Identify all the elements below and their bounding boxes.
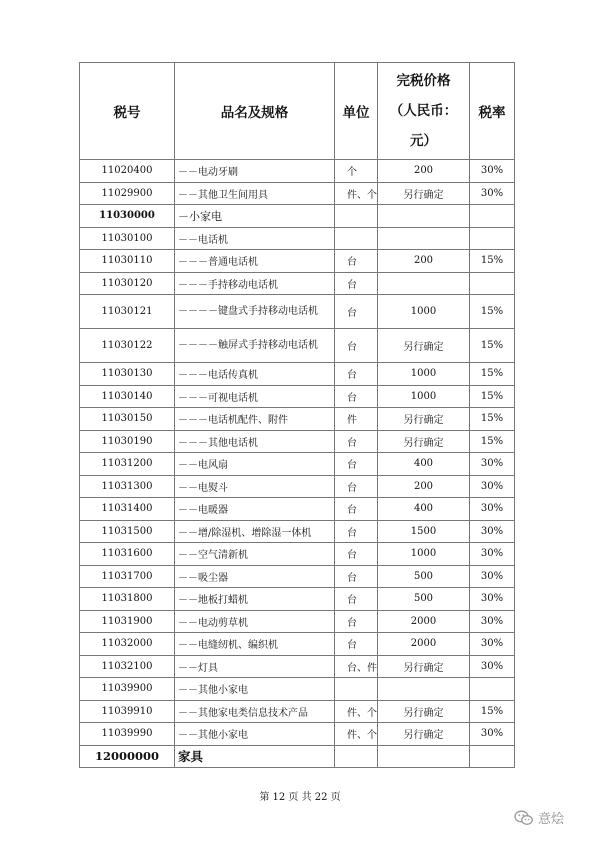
cell-unit	[335, 678, 378, 701]
cell-code: 12000000	[80, 745, 175, 768]
cell-rate: 15%	[470, 430, 515, 453]
cell-name: －－电动牙刷	[175, 160, 335, 183]
cell-name: －－－普通电话机	[175, 250, 335, 273]
cell-unit: 台	[335, 272, 378, 295]
watermark-text: 意烩	[538, 812, 565, 827]
table-row	[80, 250, 515, 273]
table-row	[80, 520, 515, 543]
cell-name: －－增/除湿机、增除湿一体机	[175, 520, 335, 543]
cell-code: 11030110	[80, 250, 175, 273]
cell-rate: 30%	[470, 723, 515, 746]
cell-unit: 台	[335, 633, 378, 656]
table-row	[80, 700, 515, 723]
cell-rate: 30%	[470, 498, 515, 521]
cell-name: －－其他家电类信息技术产品	[175, 700, 335, 723]
cell-price: 400	[378, 453, 470, 476]
cell-name: －－－其他电话机	[175, 430, 335, 453]
cell-unit: 台	[335, 453, 378, 476]
cell-code: 11039910	[80, 700, 175, 723]
cell-rate: 15%	[470, 295, 515, 329]
table-row	[80, 565, 515, 588]
cell-rate: 30%	[470, 160, 515, 183]
header-price-line-3: 元）	[410, 133, 437, 149]
cell-rate: 30%	[470, 475, 515, 498]
cell-code: 11039990	[80, 723, 175, 746]
table-row	[80, 723, 515, 746]
table-row	[80, 453, 515, 476]
page-number: 第 12 页 共 22 页	[259, 792, 341, 803]
cell-unit: 台	[335, 475, 378, 498]
table-row	[80, 160, 515, 183]
cell-rate: 15%	[470, 329, 515, 363]
table-row	[80, 678, 515, 701]
cell-price: 另行确定	[378, 329, 470, 363]
cell-name: －－吸尘器	[175, 565, 335, 588]
cell-price: 另行确定	[378, 655, 470, 678]
cell-name: －－其他卫生间用具	[175, 182, 335, 205]
cell-code: 11039900	[80, 678, 175, 701]
header-unit: 单位	[335, 63, 378, 160]
cell-price: 400	[378, 498, 470, 521]
table-row	[80, 408, 515, 431]
cell-price: 200	[378, 475, 470, 498]
cell-unit: 台	[335, 250, 378, 273]
cell-rate	[470, 678, 515, 701]
cell-name: －－电暖器	[175, 498, 335, 521]
cell-rate: 15%	[470, 385, 515, 408]
cell-price	[378, 678, 470, 701]
header-rate: 税率	[470, 63, 515, 160]
cell-rate	[470, 272, 515, 295]
cell-unit: 台	[335, 329, 378, 363]
cell-price: 2000	[378, 633, 470, 656]
cell-unit: 台	[335, 588, 378, 611]
cell-unit: 台、件	[335, 655, 378, 678]
cell-name: －－电缝纫机、编织机	[175, 633, 335, 656]
cell-name: －－－可视电话机	[175, 385, 335, 408]
cell-rate: 15%	[470, 250, 515, 273]
table-row	[80, 588, 515, 611]
table-row	[80, 543, 515, 566]
cell-price	[378, 745, 470, 768]
cell-price: 1000	[378, 363, 470, 386]
table-row	[80, 295, 515, 329]
cell-rate: 15%	[470, 408, 515, 431]
cell-name: －－其他小家电	[175, 678, 335, 701]
cell-rate: 30%	[470, 610, 515, 633]
cell-unit: 台	[335, 565, 378, 588]
cell-code: 11029900	[80, 182, 175, 205]
cell-code: 11031200	[80, 453, 175, 476]
cell-code: 11030130	[80, 363, 175, 386]
cell-unit: 台	[335, 543, 378, 566]
cell-price: 500	[378, 565, 470, 588]
cell-name: 家具	[175, 745, 335, 768]
cell-rate	[470, 745, 515, 768]
cell-code: 11030122	[80, 329, 175, 363]
cell-unit: 件	[335, 408, 378, 431]
table-row	[80, 227, 515, 250]
cell-code: 11031700	[80, 565, 175, 588]
table-row	[80, 655, 515, 678]
cell-rate: 15%	[470, 700, 515, 723]
cell-price	[378, 205, 470, 228]
cell-price: 另行确定	[378, 723, 470, 746]
cell-price: 1000	[378, 385, 470, 408]
cell-code: 11020400	[80, 160, 175, 183]
cell-rate: 30%	[470, 543, 515, 566]
table-row	[80, 205, 515, 228]
table-row	[80, 272, 515, 295]
cell-name: －－－－触屏式手持移动电话机	[175, 329, 335, 363]
cell-name: －－灯具	[175, 655, 335, 678]
cell-price	[378, 227, 470, 250]
cell-price: 1500	[378, 520, 470, 543]
header-price	[378, 63, 470, 160]
table-row	[80, 430, 515, 453]
table-row	[80, 329, 515, 363]
table-row	[80, 633, 515, 656]
cell-unit: 台	[335, 610, 378, 633]
cell-code: 11030140	[80, 385, 175, 408]
watermark	[514, 808, 564, 827]
cell-price: 1000	[378, 295, 470, 329]
cell-name: －－其他小家电	[175, 723, 335, 746]
cell-name: －－电熨斗	[175, 475, 335, 498]
cell-code: 11031300	[80, 475, 175, 498]
cell-unit: 件、个	[335, 700, 378, 723]
cell-rate: 15%	[470, 363, 515, 386]
cell-rate: 30%	[470, 565, 515, 588]
cell-rate: 30%	[470, 520, 515, 543]
table-row	[80, 745, 515, 768]
cell-rate	[470, 227, 515, 250]
cell-name: －－－电话传真机	[175, 363, 335, 386]
cell-name: －－电话机	[175, 227, 335, 250]
cell-rate: 30%	[470, 655, 515, 678]
cell-unit: 台	[335, 385, 378, 408]
cell-name: －－－电话机配件、附件	[175, 408, 335, 431]
cell-code: 11031900	[80, 610, 175, 633]
table-row	[80, 475, 515, 498]
cell-price: 500	[378, 588, 470, 611]
cell-unit: 件、个	[335, 723, 378, 746]
cell-unit: 台	[335, 295, 378, 329]
cell-name: －－空气清新机	[175, 543, 335, 566]
cell-unit	[335, 745, 378, 768]
table-row	[80, 385, 515, 408]
cell-name: －－电风扇	[175, 453, 335, 476]
cell-rate: 30%	[470, 588, 515, 611]
cell-name: －小家电	[175, 205, 335, 228]
cell-unit: 台	[335, 498, 378, 521]
cell-code: 11030150	[80, 408, 175, 431]
cell-unit: 台	[335, 430, 378, 453]
cell-code: 11031800	[80, 588, 175, 611]
cell-price: 2000	[378, 610, 470, 633]
table-row	[80, 363, 515, 386]
cell-unit	[335, 227, 378, 250]
cell-price	[378, 272, 470, 295]
cell-unit: 件、个	[335, 182, 378, 205]
cell-unit: 台	[335, 363, 378, 386]
cell-price: 另行确定	[378, 408, 470, 431]
header-name: 品名及规格	[175, 63, 335, 160]
cell-unit: 个	[335, 160, 378, 183]
cell-code: 11031500	[80, 520, 175, 543]
cell-unit: 台	[335, 520, 378, 543]
cell-code: 11030190	[80, 430, 175, 453]
header-price-line-2: （人民币：	[389, 103, 458, 119]
cell-price: 另行确定	[378, 700, 470, 723]
header-price-line-1: 完税价格	[396, 73, 451, 89]
cell-rate: 30%	[470, 453, 515, 476]
table-row	[80, 182, 515, 205]
table-header-row	[80, 63, 515, 160]
cell-code: 11032000	[80, 633, 175, 656]
cell-price: 200	[378, 160, 470, 183]
cell-name: －－电动剪草机	[175, 610, 335, 633]
cell-code: 11030100	[80, 227, 175, 250]
cell-price: 1000	[378, 543, 470, 566]
cell-price: 200	[378, 250, 470, 273]
header-code: 税号	[80, 63, 175, 160]
cell-rate: 30%	[470, 633, 515, 656]
cell-code: 11031600	[80, 543, 175, 566]
table-row	[80, 498, 515, 521]
cell-name: －－－手持移动电话机	[175, 272, 335, 295]
table-body	[80, 160, 515, 768]
cell-unit	[335, 205, 378, 228]
cell-code: 11030121	[80, 295, 175, 329]
cell-code: 11030120	[80, 272, 175, 295]
cell-name: －－－－键盘式手持移动电话机	[175, 295, 335, 329]
cell-code: 11032100	[80, 655, 175, 678]
cell-price: 另行确定	[378, 430, 470, 453]
cell-rate	[470, 205, 515, 228]
wechat-icon	[514, 810, 534, 826]
cell-rate: 30%	[470, 182, 515, 205]
tariff-table	[79, 62, 515, 768]
cell-code: 11031400	[80, 498, 175, 521]
cell-code: 11030000	[80, 205, 175, 228]
cell-name: －－地板打蜡机	[175, 588, 335, 611]
table-row	[80, 610, 515, 633]
cell-price: 另行确定	[378, 182, 470, 205]
